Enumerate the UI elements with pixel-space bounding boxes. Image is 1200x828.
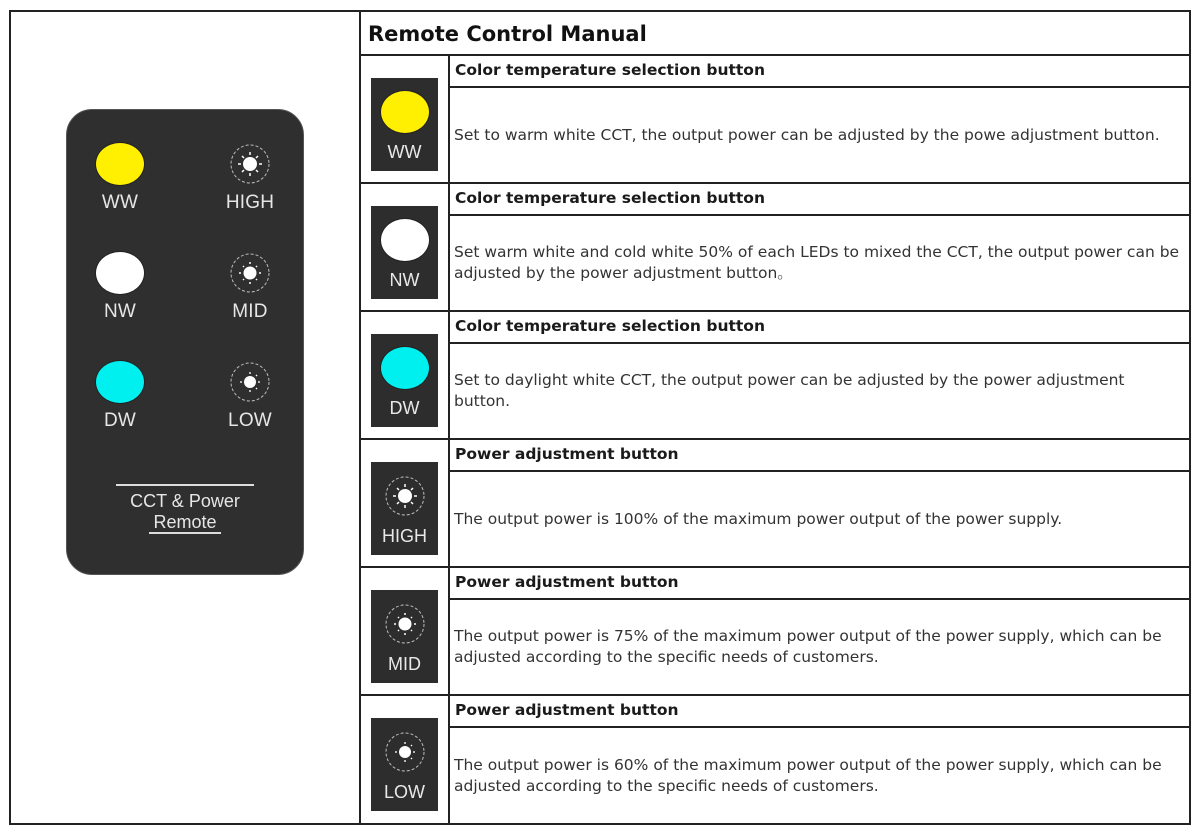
row-description <box>450 472 1189 566</box>
row-heading: Power adjustment button <box>450 696 1189 728</box>
description-text: The output power is 60% of the maximum power output of the power supply, which can be adjusted according to the specific needs of customers. <box>454 755 1162 795</box>
caption-line-2: Remote <box>149 513 220 534</box>
description-text: Set warm white and cold white 50% of each LEDs to mixed the CCT, the output power can be adjusted by the power adjustment button。 <box>454 243 1180 282</box>
row-description <box>450 600 1189 694</box>
description-text: The output power is 75% of the maximum power output of the power supply, which can be adjusted according to the specific needs of customers. <box>454 627 1162 666</box>
button-icon-low <box>371 718 438 811</box>
sun-brightness-icon <box>225 142 275 186</box>
icon-cell <box>361 568 450 694</box>
row-description <box>450 728 1189 823</box>
row-heading: Color temperature selection button <box>450 56 1189 88</box>
sun-brightness-icon <box>380 474 430 518</box>
description-text: The output power is 100% of the maximum power output of the power supply. <box>454 509 1063 528</box>
sun-brightness-icon <box>225 360 275 404</box>
yellow-led-icon <box>380 90 430 134</box>
document-frame <box>9 10 1191 825</box>
yellow-led-icon <box>95 142 145 186</box>
remote-caption <box>115 484 255 534</box>
row-description <box>450 344 1189 438</box>
sun-brightness-icon <box>380 602 430 646</box>
cyan-led-icon <box>380 346 430 390</box>
icon-cell <box>361 56 450 182</box>
text-cell <box>450 696 1189 823</box>
text-cell <box>450 440 1189 566</box>
sun-brightness-icon <box>380 730 430 774</box>
remote-button-low[interactable] <box>215 360 285 432</box>
description-text: Set to daylight white CCT, the output power can be adjusted by the power adjustment button. <box>454 371 1125 410</box>
remote-button-label: LOW <box>228 410 272 431</box>
row-heading: Color temperature selection button <box>450 312 1189 344</box>
text-cell <box>450 568 1189 694</box>
table-row <box>361 440 1189 568</box>
icon-label: NW <box>389 270 420 290</box>
caption-divider <box>116 484 254 486</box>
text-cell <box>450 184 1189 310</box>
text-cell <box>450 56 1189 182</box>
icon-cell <box>361 440 450 566</box>
row-heading: Color temperature selection button <box>450 184 1189 216</box>
row-heading: Power adjustment button <box>450 568 1189 600</box>
icon-cell <box>361 312 450 438</box>
remote-button-nw[interactable] <box>85 251 155 323</box>
button-icon-mid <box>371 590 438 683</box>
caption-line-1: CCT & Power <box>130 491 240 511</box>
row-description <box>450 88 1189 182</box>
remote-button-label: MID <box>232 301 268 322</box>
white-led-icon <box>380 218 430 262</box>
table-row <box>361 184 1189 312</box>
remote-button-label: NW <box>103 301 137 322</box>
icon-label: DW <box>389 398 420 418</box>
page-title: Remote Control Manual <box>361 12 1189 56</box>
button-icon-high <box>371 462 438 555</box>
icon-label: HIGH <box>382 526 427 546</box>
cyan-led-icon <box>95 360 145 404</box>
button-icon-dw <box>371 334 438 427</box>
text-cell <box>450 312 1189 438</box>
row-heading: Power adjustment button <box>450 440 1189 472</box>
manual-table <box>361 12 1189 823</box>
remote-button-mid[interactable] <box>215 251 285 323</box>
table-row <box>361 312 1189 440</box>
button-icon-ww <box>371 78 438 171</box>
sun-brightness-icon <box>225 251 275 295</box>
row-description <box>450 216 1189 310</box>
icon-cell <box>361 696 450 823</box>
remote-button-high[interactable] <box>215 142 285 214</box>
remote-illustration-panel <box>11 12 361 823</box>
table-row <box>361 568 1189 696</box>
remote-button-label: DW <box>103 410 137 431</box>
button-icon-nw <box>371 206 438 299</box>
remote-button-label: WW <box>101 192 139 213</box>
remote-control <box>66 109 304 575</box>
icon-cell <box>361 184 450 310</box>
icon-label: LOW <box>383 782 425 802</box>
description-text: Set to warm white CCT, the output power can be adjusted by the powe adjustment button. <box>454 125 1160 144</box>
remote-button-label: HIGH <box>225 192 275 213</box>
icon-label: WW <box>387 142 422 162</box>
table-row <box>361 56 1189 184</box>
icon-label: MID <box>388 654 421 674</box>
white-led-icon <box>95 251 145 295</box>
remote-button-dw[interactable] <box>85 360 155 432</box>
table-row <box>361 696 1189 823</box>
remote-button-ww[interactable] <box>85 142 155 214</box>
